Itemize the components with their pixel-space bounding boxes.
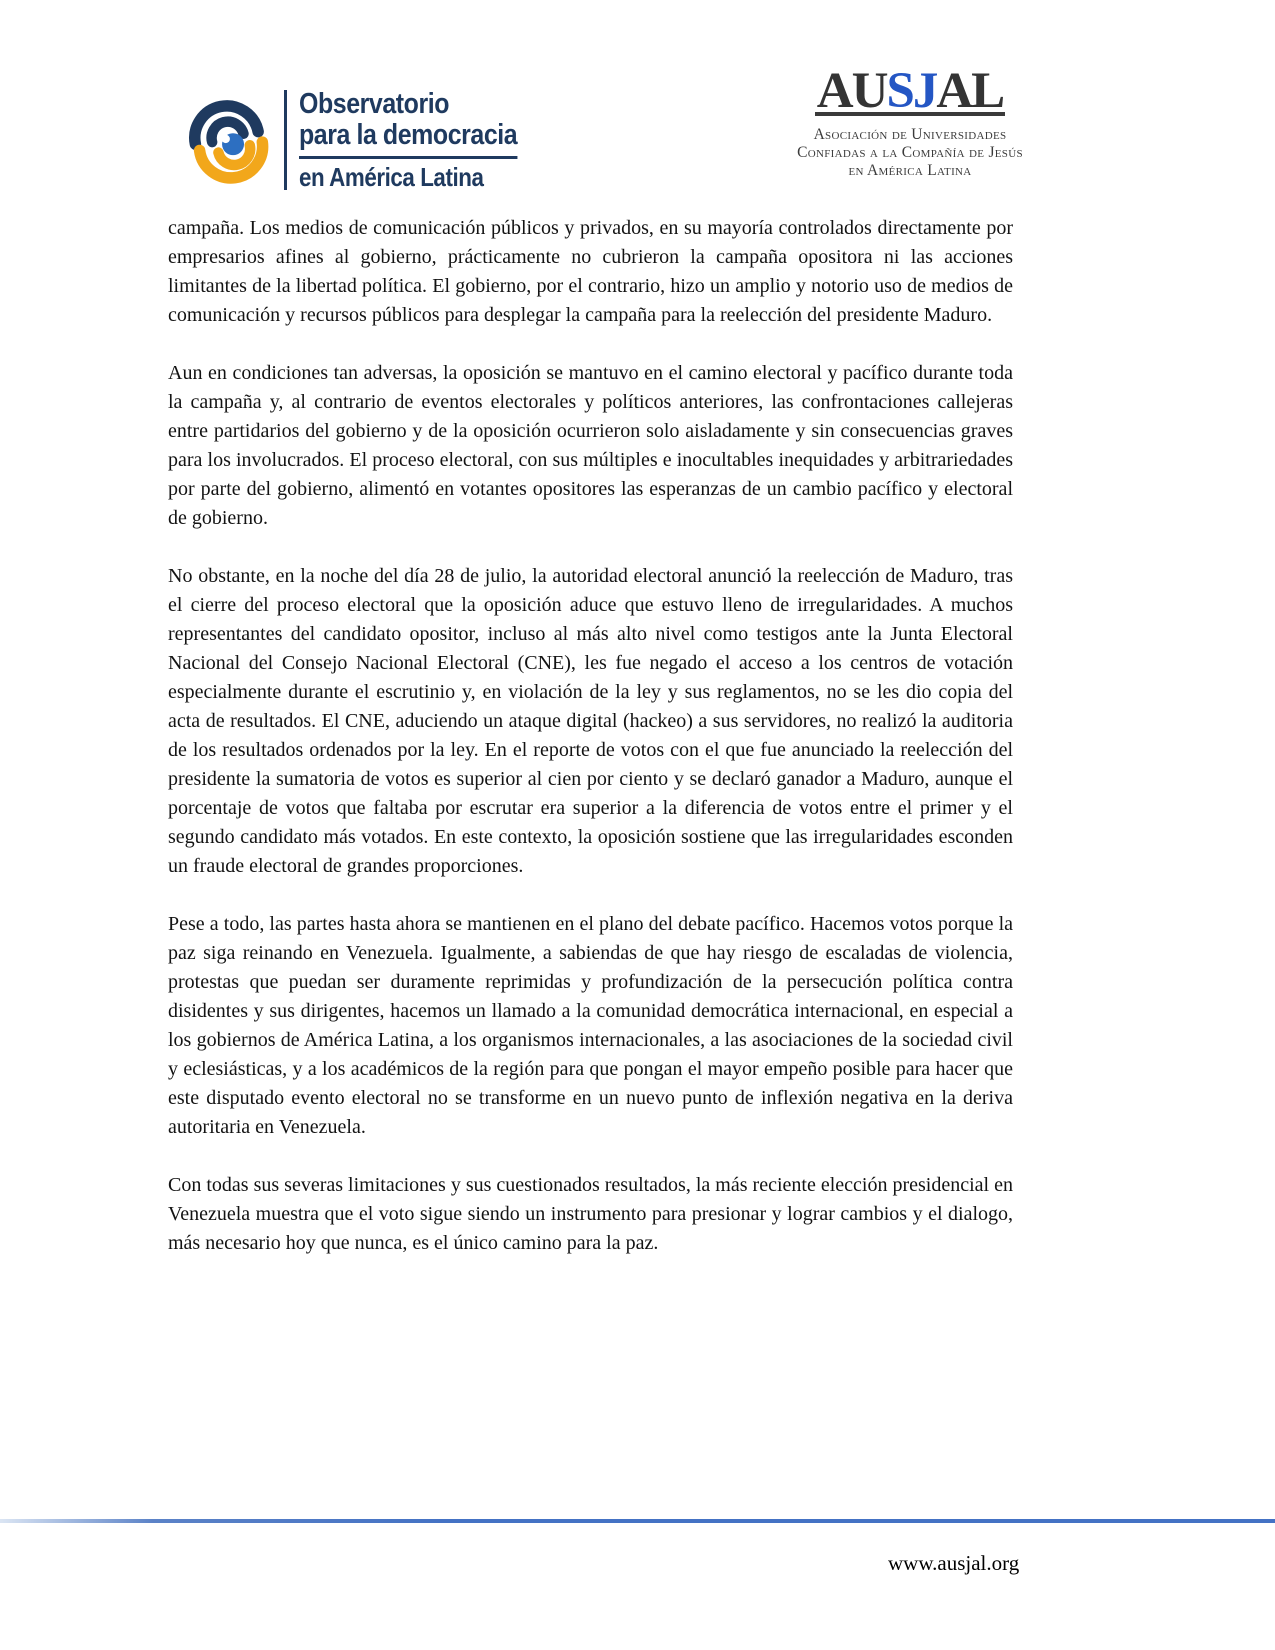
paragraph-5: Con todas sus severas limitaciones y sus cuestionados resultados, la más reciente elección presidencial en Venezuela muestra que el voto sigue siendo un instrumento para presionar y lograr cambios y el dialogo, más necesario hoy que nunca, es el único camino para la paz. <box>168 1174 1013 1254</box>
paragraph-3: No obstante, en la noche del día 28 de julio, la autoridad electoral anunció la reelección de Maduro, tras el cierre del proceso electoral que la oposición aduce que estuvo lleno de irregularidades. A muchos representantes del candidato opositor, incluso al más alto nivel como testigos ante la Junta Electoral Nacional del Consejo Nacional Electoral (CNE), les fue negado el acceso a los centros de votación especialmente durante el escrutinio y, en violación de la ley y sus reglamentos, no se les dio copia del acta de resultados. El CNE, aduciendo un ataque digital (hackeo) a sus servidores, no realizó la auditoria de los resultados ordenados por la ley. En el reporte de votos con el que fue anunciado la reelección del presidente la sumatoria de votos es superior al cien por ciento y se declaró ganador a Maduro, aunque el porcentaje de votos que faltaba por escrutar era superior a la diferencia de votos entre el primer y el segundo candidato más votados. En este contexto, la oposición sostiene que las irregularidades esconden un fraude electoral de grandes proporciones. <box>168 565 1013 877</box>
paragraph-1: campaña. Los medios de comunicación públicos y privados, en su mayoría controlados directamente por empresarios afines al gobierno, prácticamente no cubrieron la campaña opositora ni las acciones limitantes de la libertad política. El gobierno, por el contrario, hizo un amplio y notorio uso de medios de comunicación y recursos públicos para desplegar la campaña para la reelección del presidente Maduro. <box>168 217 1013 326</box>
footer-rule <box>0 1519 1275 1523</box>
footer-url: www.ausjal.org <box>888 1551 1020 1575</box>
observatorio-title-line3: en América Latina <box>299 162 484 192</box>
ausjal-logo <box>790 64 1030 180</box>
observatorio-eye-icon <box>186 96 278 184</box>
ausjal-caption <box>790 126 1030 180</box>
logo-divider-bar <box>284 90 287 190</box>
observatorio-logo-rule <box>299 156 517 159</box>
ausjal-wordmark-au: AU <box>816 63 887 119</box>
ausjal-caption-line1: Asociación de Universidades <box>813 126 1007 143</box>
observatorio-title-line2: para la democracia <box>299 119 518 151</box>
paragraph-4: Pese a todo, las partes hasta ahora se mantienen en el plano del debate pacífico. Hacemos votos porque la paz siga reinando en Venezuela. Igualmente, a sabiendas de que hay riesgo de escaladas de violencia, protestas que puedan ser duramente reprimidas y profundización de la persecución política contra disidentes y sus dirigentes, hacemos un llamado a la comunidad democrática internacional, en especial a los gobiernos de América Latina, a los organismos internacionales, a las asociaciones de la sociedad civil y eclesiásticas, y a los académicos de la región para que pongan el mayor empeño posible para hacer que este disputado evento electoral no se transforme en un nuevo punto de inflexión negativa en la deriva autoritaria en Venezuela. <box>168 913 1013 1138</box>
observatorio-logo-text <box>299 89 517 191</box>
ausjal-wordmark-sj: SJ <box>886 63 937 119</box>
ausjal-wordmark-al: AL <box>936 63 1004 119</box>
paragraph-2: Aun en condiciones tan adversas, la oposición se mantuvo en el camino electoral y pacífico durante toda la campaña y, al contrario de eventos electorales y políticos anteriores, las confrontaciones callejeras entre partidarios del gobierno y de la oposición ocurrieron solo aisladamente y sin consecuencias graves para los involucrados. El proceso electoral, con sus múltiples e inocultables inequidades y arbitrariedades por parte del gobierno, alimentó en votantes opositores las esperanzas de un cambio pacífico y electoral de gobierno. <box>168 362 1013 529</box>
ausjal-wordmark <box>815 64 1005 124</box>
observatorio-title-line1: Observatorio <box>299 88 450 120</box>
document-body <box>168 214 1013 1287</box>
ausjal-caption-line3: en América Latina <box>848 162 972 179</box>
observatorio-logo <box>186 84 553 196</box>
ausjal-caption-line2: Confiadas a la Compañía de Jesús <box>797 144 1023 161</box>
